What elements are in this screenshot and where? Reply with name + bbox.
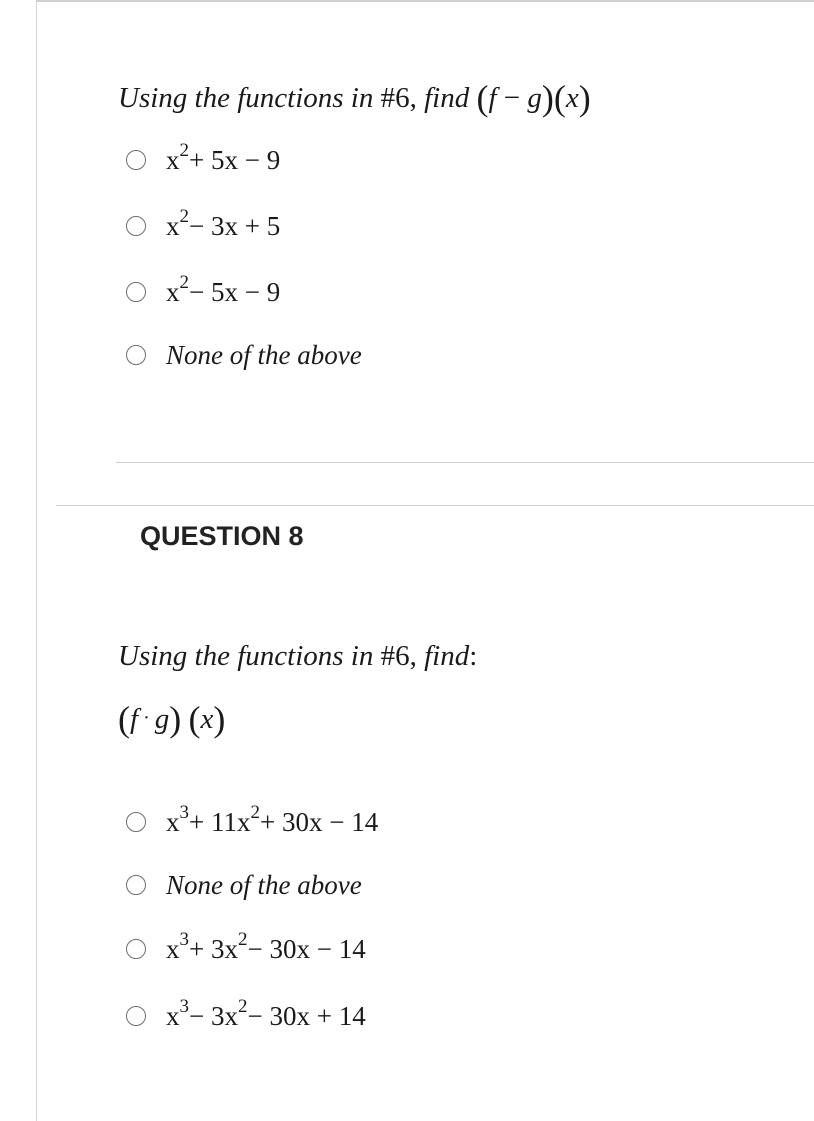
- prompt-lead-text: Using the functions in: [118, 640, 374, 672]
- paren-open: (: [476, 78, 489, 118]
- prompt-lead-text: Using the functions in: [118, 82, 374, 114]
- radio-button[interactable]: [126, 812, 146, 832]
- option-text: $x^2- 3x + 5$: [166, 205, 281, 241]
- prompt-number: 6,: [395, 82, 417, 114]
- radio-button[interactable]: [126, 939, 146, 959]
- option-text: $x^3- 3x^2- 30x + 14$: [166, 995, 366, 1031]
- expr-dot: ·: [143, 707, 150, 729]
- radio-button[interactable]: [126, 216, 146, 236]
- radio-button[interactable]: [126, 875, 146, 895]
- q8-option-2[interactable]: [126, 868, 362, 902]
- divider: [56, 505, 814, 506]
- paren-open: (: [118, 699, 130, 739]
- prompt-hash: #: [380, 640, 396, 672]
- expr-x: x: [200, 703, 214, 735]
- expr-minus: −: [503, 82, 521, 114]
- q7-option-2[interactable]: [126, 205, 281, 243]
- paren-open: (: [188, 699, 201, 739]
- paren-close: ): [169, 699, 182, 739]
- option-text: $x^3+ 11x^2+ 30x - 14$: [166, 801, 379, 837]
- radio-button[interactable]: [126, 150, 146, 170]
- question-8-prompt: [118, 642, 477, 671]
- q7-option-4[interactable]: [126, 338, 362, 372]
- question-7-prompt: [118, 80, 591, 116]
- expr-x: x: [565, 82, 579, 114]
- option-text: $x^2- 5x - 9$: [166, 271, 281, 307]
- panel-top-border: [36, 0, 814, 2]
- prompt-find: find: [424, 82, 470, 114]
- q8-option-4[interactable]: [126, 995, 366, 1033]
- expr-f: f: [488, 82, 497, 114]
- question-8-label: QUESTION 8: [140, 521, 304, 551]
- divider: [116, 462, 814, 463]
- option-text: None of the above: [166, 869, 362, 900]
- option-text: $x^3+ 3x^2- 30x - 14$: [166, 928, 366, 964]
- prompt-hash: #: [380, 82, 396, 114]
- radio-button[interactable]: [126, 345, 146, 365]
- option-text: $x^2+ 5x - 9$: [166, 139, 281, 175]
- paren-close: ): [541, 78, 554, 118]
- radio-button[interactable]: [126, 282, 146, 302]
- expr-g: g: [154, 703, 170, 735]
- expr-f: f: [130, 703, 139, 735]
- question-8-expression: [118, 701, 225, 737]
- option-text: None of the above: [166, 339, 362, 370]
- prompt-find: find: [424, 640, 470, 672]
- q7-option-1[interactable]: [126, 139, 281, 177]
- q7-option-3[interactable]: [126, 271, 281, 309]
- prompt-colon: :: [469, 640, 478, 672]
- paren-close: ): [578, 78, 591, 118]
- paren-open: (: [553, 78, 566, 118]
- expr-g: g: [527, 82, 542, 114]
- q8-option-3[interactable]: [126, 928, 366, 966]
- prompt-number: 6,: [395, 640, 417, 672]
- q8-option-1[interactable]: [126, 801, 379, 839]
- paren-close: ): [213, 699, 226, 739]
- radio-button[interactable]: [126, 1006, 146, 1026]
- panel-left-border: [36, 0, 37, 1121]
